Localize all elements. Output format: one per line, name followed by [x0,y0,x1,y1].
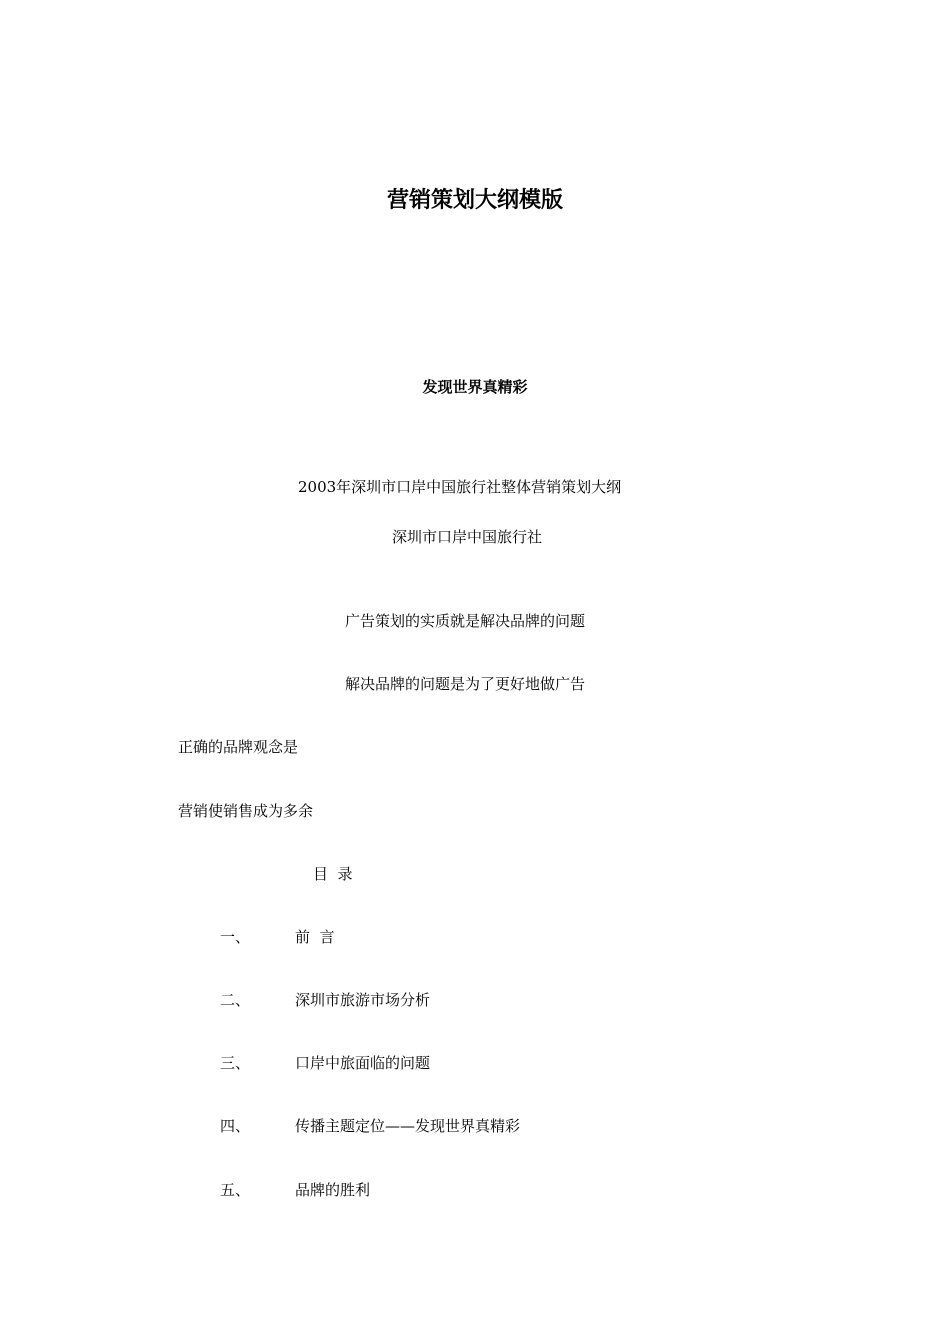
concept-line-2: 营销使销售成为多余 [178,802,314,820]
toc-title: 目 录 [313,865,353,883]
toc-item-text: 前 言 [295,928,335,946]
toc-item-number: 二、 [220,991,251,1009]
toc-item-number: 五、 [220,1181,251,1199]
heading-line-2: 深圳市口岸中国旅行社 [392,528,543,546]
toc-item-text: 口岸中旅面临的问题 [295,1054,431,1072]
toc-item-number: 四、 [220,1117,251,1135]
toc-item-text: 品牌的胜利 [295,1181,371,1199]
toc-item-text: 传播主题定位——发现世界真精彩 [295,1117,521,1135]
concept-line-1: 正确的品牌观念是 [178,738,299,756]
toc-item-text: 深圳市旅游市场分析 [295,991,431,1009]
document-subtitle: 发现世界真精彩 [422,378,528,396]
slogan-line-1: 广告策划的实质就是解决品牌的问题 [345,612,586,630]
heading-line-1: 2003年深圳市口岸中国旅行社整体营销策划大纲 [298,478,622,496]
toc-item-number: 一、 [220,928,251,946]
document-title: 营销策划大纲模版 [386,188,563,213]
toc-item-number: 三、 [220,1054,251,1072]
slogan-line-2: 解决品牌的问题是为了更好地做广告 [345,675,586,693]
